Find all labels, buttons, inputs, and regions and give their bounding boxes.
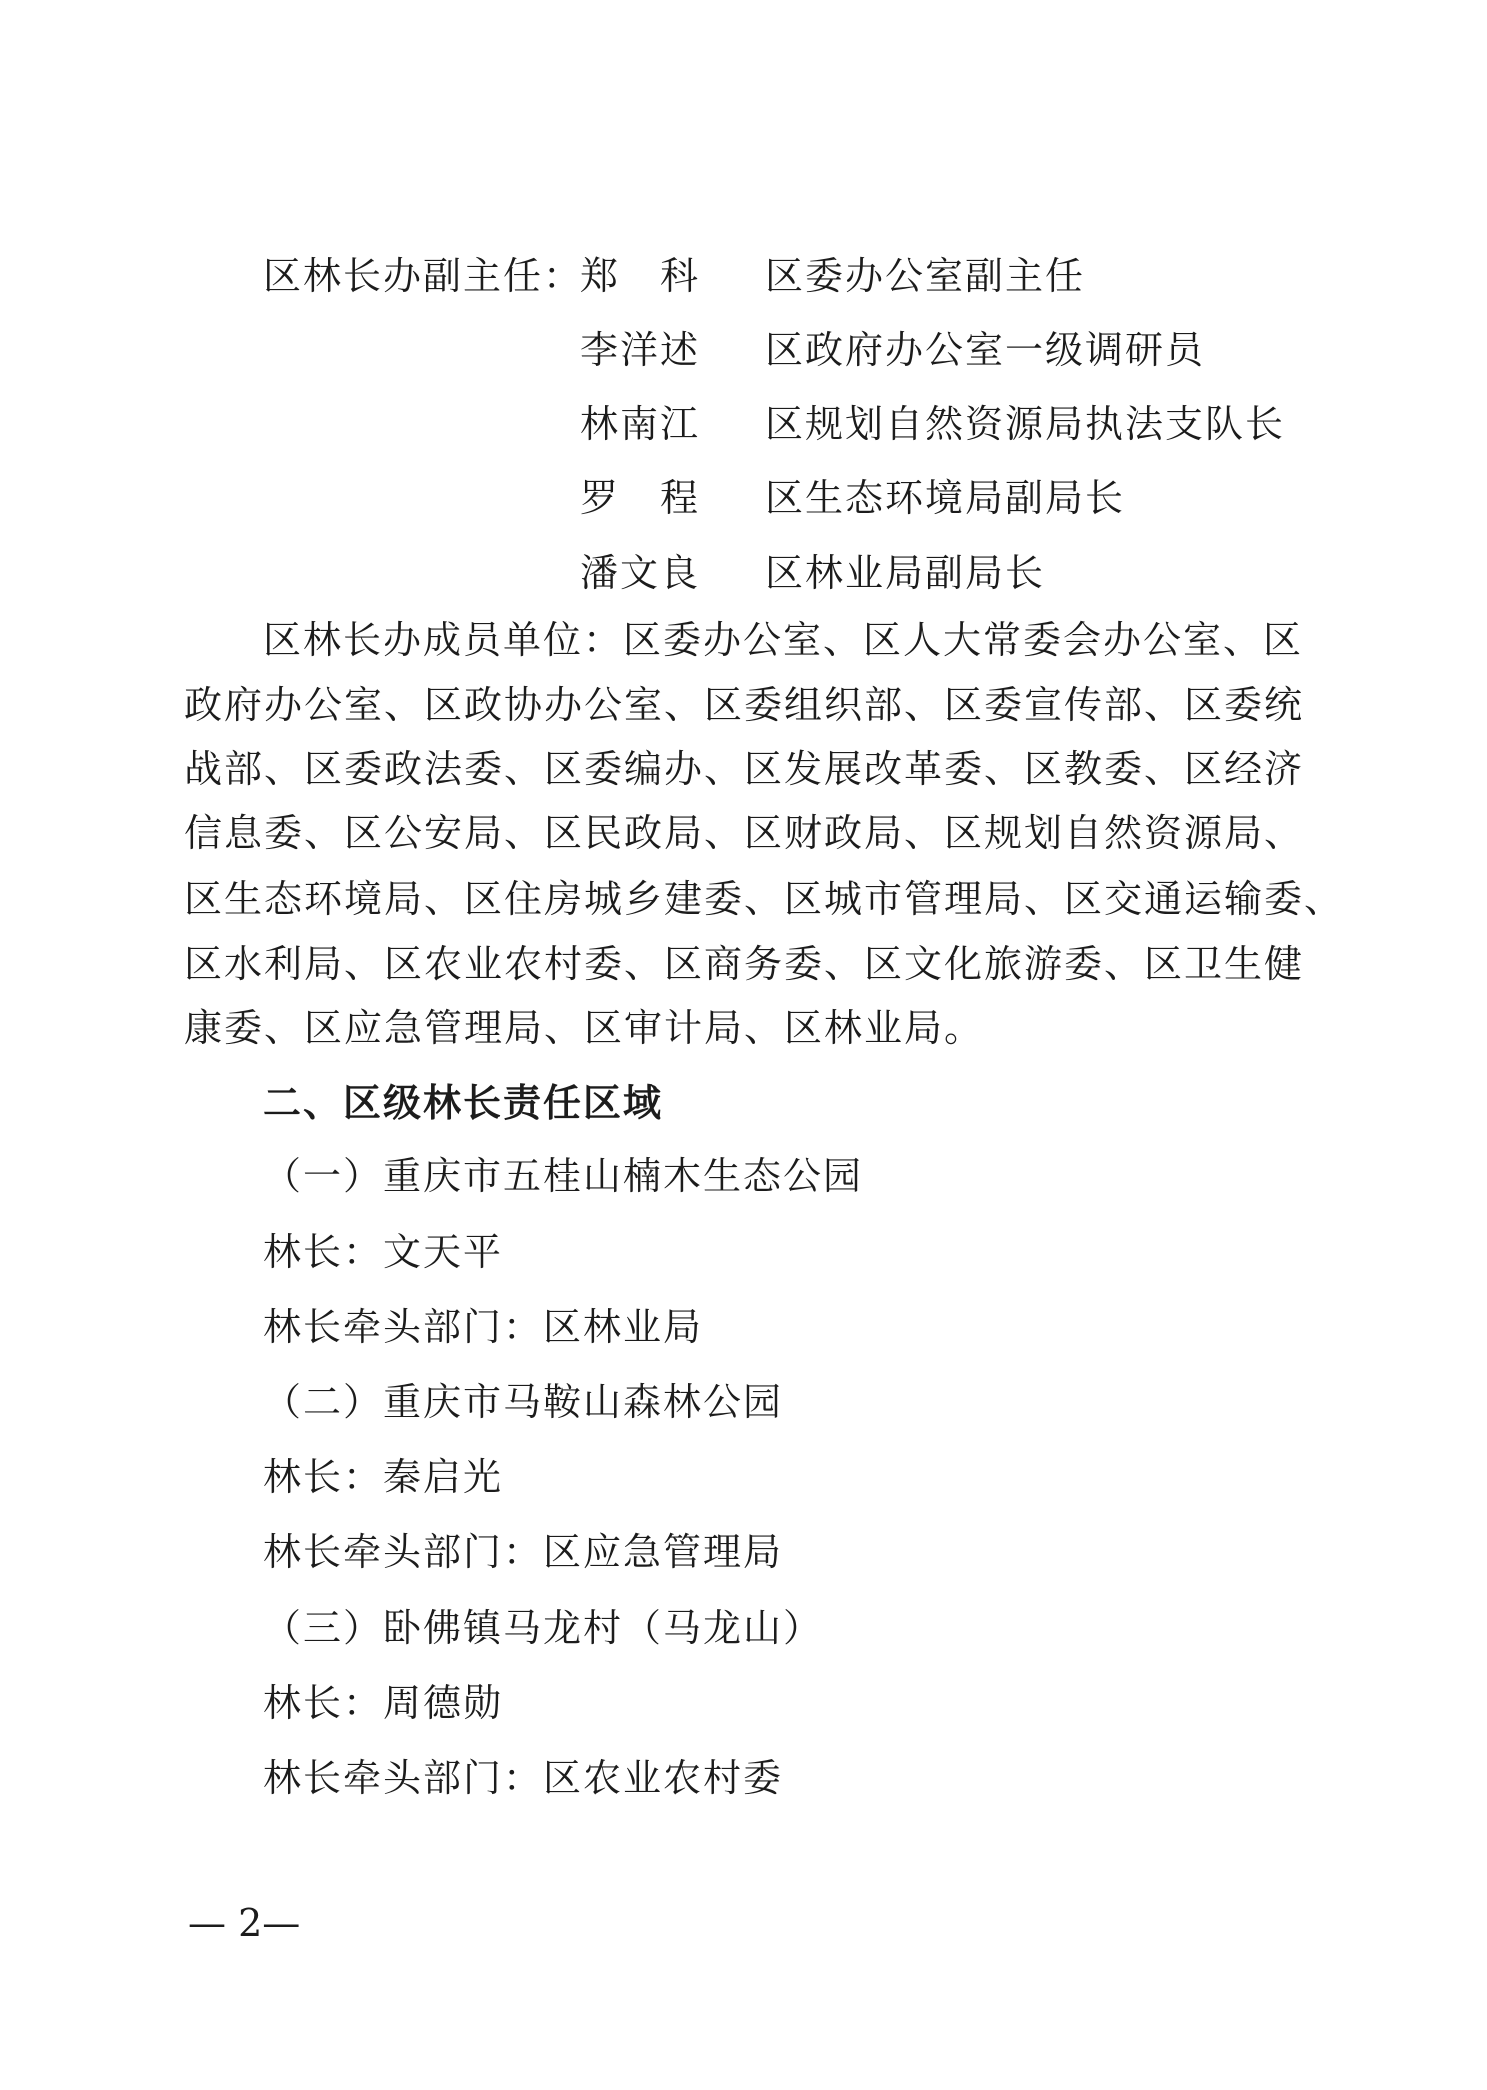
section-heading: 二、区级林长责任区域 bbox=[263, 1081, 664, 1125]
member-units-line: 信息委、区公安局、区民政局、区财政局、区规划自然资源局、 bbox=[184, 811, 1305, 855]
area-title: （三）卧佛镇马龙村（马龙山） bbox=[263, 1606, 824, 1650]
area-title: （一）重庆市五桂山楠木生态公园 bbox=[263, 1154, 864, 1198]
page-number: — 2— bbox=[188, 1901, 301, 1945]
deputy-title: 区生态环境局副局长 bbox=[765, 476, 1126, 520]
area-lead-dept: 林长牵头部门：区农业农村委 bbox=[263, 1756, 784, 1800]
area-chief: 林长：文天平 bbox=[263, 1230, 504, 1274]
member-units-line: 康委、区应急管理局、区审计局、区林业局。 bbox=[184, 1006, 985, 1050]
member-units-line: 区水利局、区农业农村委、区商务委、区文化旅游委、区卫生健 bbox=[184, 942, 1305, 986]
member-units-line: 政府办公室、区政协办公室、区委组织部、区委宣传部、区委统 bbox=[184, 683, 1305, 727]
member-units-line: 区生态环境局、区住房城乡建委、区城市管理局、区交通运输委、 bbox=[184, 877, 1345, 921]
deputy-name: 郑 科 bbox=[580, 254, 701, 298]
area-chief: 林长：秦启光 bbox=[263, 1455, 504, 1499]
deputy-title: 区林业局副局长 bbox=[765, 551, 1046, 595]
deputy-name: 李洋述 bbox=[580, 328, 701, 372]
deputy-title: 区政府办公室一级调研员 bbox=[765, 328, 1206, 372]
area-chief: 林长：周德勋 bbox=[263, 1681, 504, 1725]
deputy-name: 潘文良 bbox=[580, 551, 701, 595]
area-title: （二）重庆市马鞍山森林公园 bbox=[263, 1380, 784, 1424]
deputy-title: 区委办公室副主任 bbox=[765, 254, 1086, 298]
deputy-name: 罗 程 bbox=[580, 476, 701, 520]
area-lead-dept: 林长牵头部门：区林业局 bbox=[263, 1305, 704, 1349]
area-lead-dept: 林长牵头部门：区应急管理局 bbox=[263, 1530, 784, 1574]
office-deputy-label: 区林长办副主任： bbox=[263, 254, 584, 298]
deputy-title: 区规划自然资源局执法支队长 bbox=[765, 402, 1286, 446]
deputy-name: 林南江 bbox=[580, 402, 701, 446]
member-units-line: 区林长办成员单位：区委办公室、区人大常委会办公室、区 bbox=[263, 618, 1304, 662]
member-units-line: 战部、区委政法委、区委编办、区发展改革委、区教委、区经济 bbox=[184, 747, 1305, 791]
